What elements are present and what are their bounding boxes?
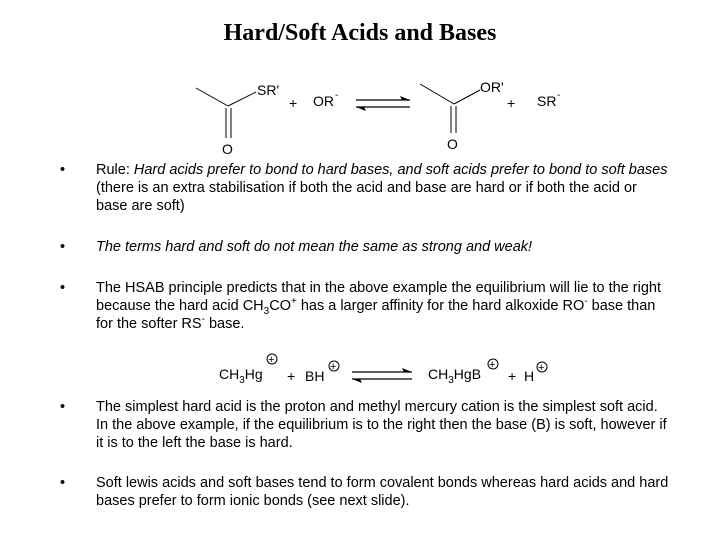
rule-statement: Hard acids prefer to bond to hard bases, and soft acids prefer to bond to soft bases <box>133 162 668 178</box>
plus-sign-2a: + <box>287 368 296 384</box>
bullet-dot: • <box>60 239 66 255</box>
hsab-text-a: The HSAB principle predicts that in the above example the equilibrium will lie to the right because the hard acid CH <box>96 280 661 314</box>
alkoxide-charge: - <box>335 90 339 101</box>
simplest-acids-text: The simplest hard acid is the proton and methyl mercury cation is the simplest soft acid. In the above example, if the equilibrium is to the right then the base (B) is soft, however if it is to the left the base is hard. <box>96 399 667 451</box>
charge-plus-3: + <box>489 359 496 371</box>
carbonyl-oxygen-right: O <box>447 136 458 152</box>
methylmercury-base-label: $CH_3HgB$ <box>428 366 482 386</box>
bullet-dot: • <box>60 162 66 178</box>
plus-sign-2b: + <box>508 368 517 384</box>
hsab-sup2: - <box>584 296 588 308</box>
terms-statement: The terms hard and soft do not mean the same as strong and weak! <box>96 239 533 255</box>
methylmercury-label: $CH_3Hg$ <box>219 366 263 386</box>
hsab-text-c: has a larger affinity for the hard alkoxide RO <box>296 298 585 314</box>
bh-label: BH <box>305 368 325 384</box>
thiolate-label: SR <box>537 93 557 109</box>
alkoxide-label: OR <box>313 93 334 109</box>
hsab-sup: + <box>290 296 297 308</box>
thiolate-charge: - <box>557 90 561 101</box>
hsab-sup3: - <box>201 314 205 326</box>
bullet-simplest-acids <box>60 398 670 452</box>
bullet-dot: • <box>60 475 66 491</box>
hsab-sub: 3 <box>263 305 270 317</box>
bond-types-text: Soft lewis acids and soft bases tend to form covalent bonds whereas hard acids and hard bases prefer to form ionic bonds (see next slide). <box>96 475 669 509</box>
hsab-text-e: base. <box>204 316 245 332</box>
proton-label: H <box>524 368 535 384</box>
hsab-text-b: CO <box>269 298 291 314</box>
bullet-dot: • <box>60 280 66 296</box>
carbonyl-oxygen-left: O <box>222 141 233 157</box>
charge-plus-4: + <box>538 362 545 374</box>
hsab-text-d: base than for the softer RS <box>96 298 656 332</box>
bullet-dot: • <box>60 399 66 415</box>
charge-plus-2: + <box>330 361 337 373</box>
rule-prefix: Rule: <box>96 162 134 178</box>
plus-sign: + <box>289 95 298 111</box>
substituent-or-prime: OR' <box>480 79 504 95</box>
substituent-sr-prime: SR' <box>257 82 280 98</box>
bullet-bond-types <box>60 474 670 510</box>
charge-plus-1: + <box>268 354 275 366</box>
page-title: Hard/Soft Acids and Bases <box>223 20 497 46</box>
rule-note: (there is an extra stabilisation if both the acid and base are hard or if both the acid or base are soft) <box>96 180 637 214</box>
plus-sign-right: + <box>507 95 516 111</box>
